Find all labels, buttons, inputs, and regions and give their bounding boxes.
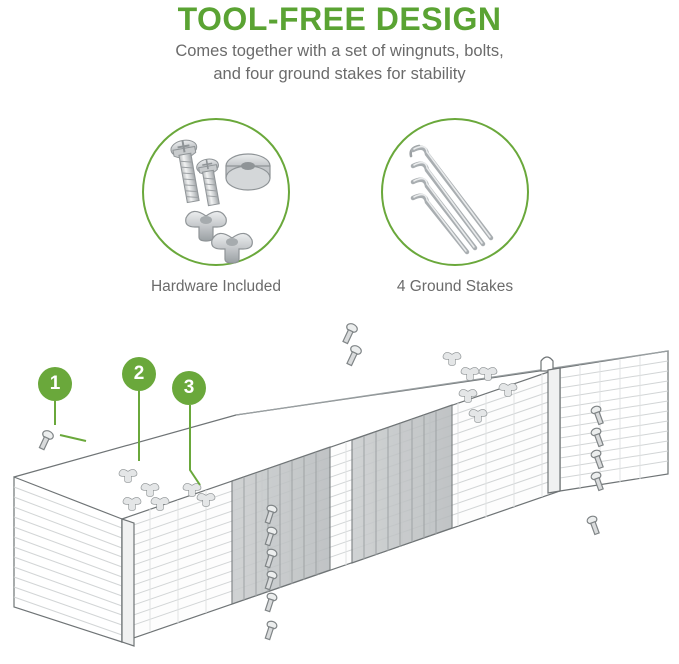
hardware-icon-circle — [142, 118, 290, 266]
callout-badge-2: 2 — [122, 357, 156, 391]
subtitle-line-1: Comes together with a set of wingnuts, bolts, — [175, 42, 504, 60]
page-title: TOOL-FREE DESIGN — [177, 1, 502, 37]
leader-line-3 — [190, 405, 200, 485]
callout-badge-3: 3 — [172, 371, 206, 405]
page-subtitle — [0, 40, 679, 86]
callout-badge-1: 1 — [38, 367, 72, 401]
raised-garden-bed-exploded-diagram — [0, 295, 679, 664]
feature-stakes-caption: 4 Ground Stakes — [396, 278, 514, 295]
subtitle-line-2: and four ground stakes for stability — [213, 65, 466, 83]
feature-hardware-caption: Hardware Included — [150, 278, 282, 295]
stakes-icon-circle — [381, 118, 529, 266]
feature-ground-stakes — [375, 118, 535, 296]
feature-hardware-included — [136, 118, 296, 296]
bolt-washer-wingnut-icon — [144, 120, 288, 264]
leader-line-1b — [60, 435, 86, 441]
ground-stakes-icon — [383, 120, 527, 264]
